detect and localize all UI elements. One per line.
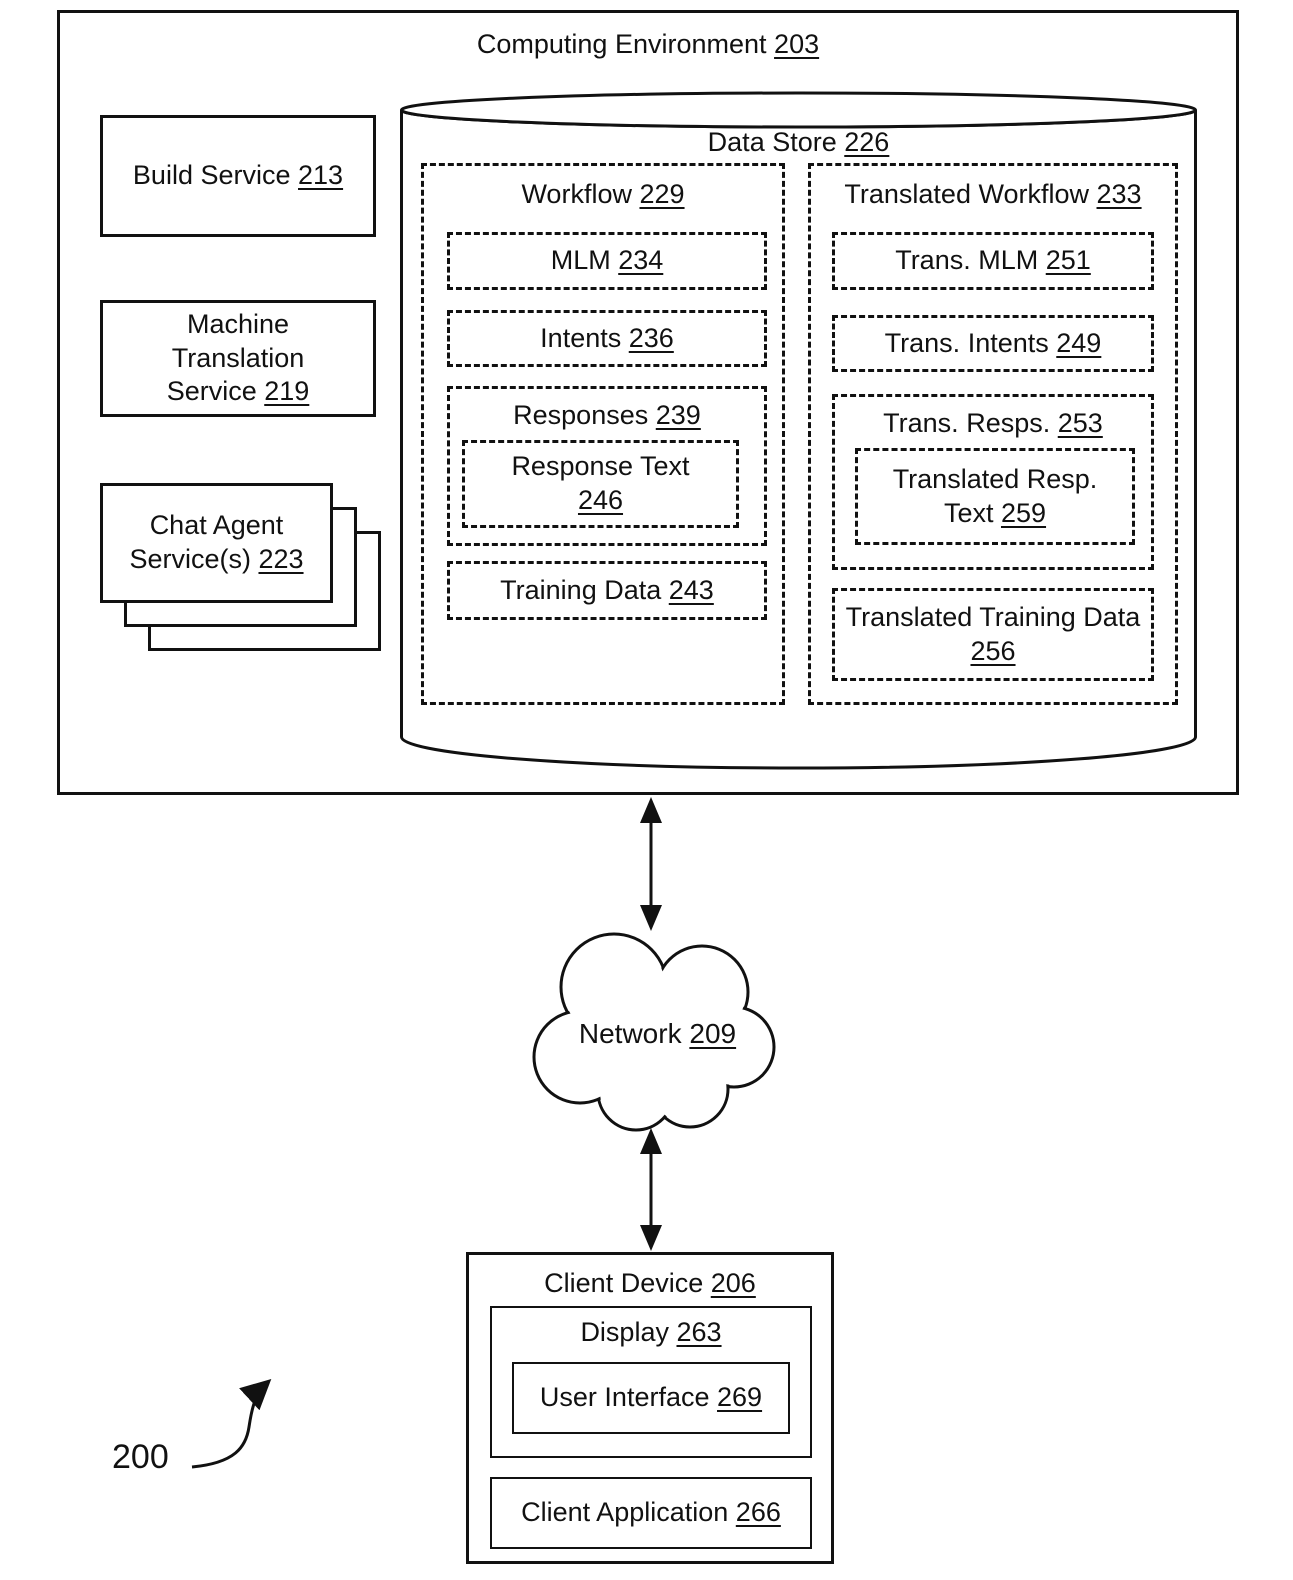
client-application-box: Client Application 266 xyxy=(490,1477,812,1549)
translated-workflow-title: Translated Workflow 233 xyxy=(844,179,1142,209)
build-service-box: Build Service 213 xyxy=(100,115,376,237)
datastore-network-arrow xyxy=(640,797,662,931)
translated-training-data-box: Translated Training Data 256 xyxy=(832,588,1154,681)
user-interface-box: User Interface 269 xyxy=(512,1362,790,1434)
network-client-arrow xyxy=(640,1128,662,1251)
mlm-box: MLM 234 xyxy=(447,232,767,290)
computing-environment-title: Computing Environment 203 xyxy=(476,29,820,59)
client-device-title: Client Device 206 xyxy=(544,1268,756,1298)
trans-intents-box: Trans. Intents 249 xyxy=(832,315,1154,372)
trans-mlm-box: Trans. MLM 251 xyxy=(832,232,1154,290)
training-data-box: Training Data 243 xyxy=(447,561,767,620)
response-text-box: Response Text 246 xyxy=(462,440,739,528)
network-label: Network 209 xyxy=(578,1018,737,1049)
chat-agent-service-box: Chat Agent Service(s) 223 xyxy=(100,483,333,603)
figure-label: 200 xyxy=(112,1438,169,1476)
responses-title: Responses 239 xyxy=(513,400,701,430)
intents-box: Intents 236 xyxy=(447,310,767,367)
workflow-title: Workflow 229 xyxy=(521,179,685,209)
data-store-title: Data Store 226 xyxy=(707,127,890,157)
translated-resp-text-box: Translated Resp. Text 259 xyxy=(855,448,1135,545)
trans-resps-title: Trans. Resps. 253 xyxy=(883,408,1103,438)
figure-label-arrow xyxy=(192,1382,268,1467)
display-title: Display 263 xyxy=(580,1317,722,1347)
machine-translation-service-box: Machine Translation Service 219 xyxy=(100,300,376,417)
